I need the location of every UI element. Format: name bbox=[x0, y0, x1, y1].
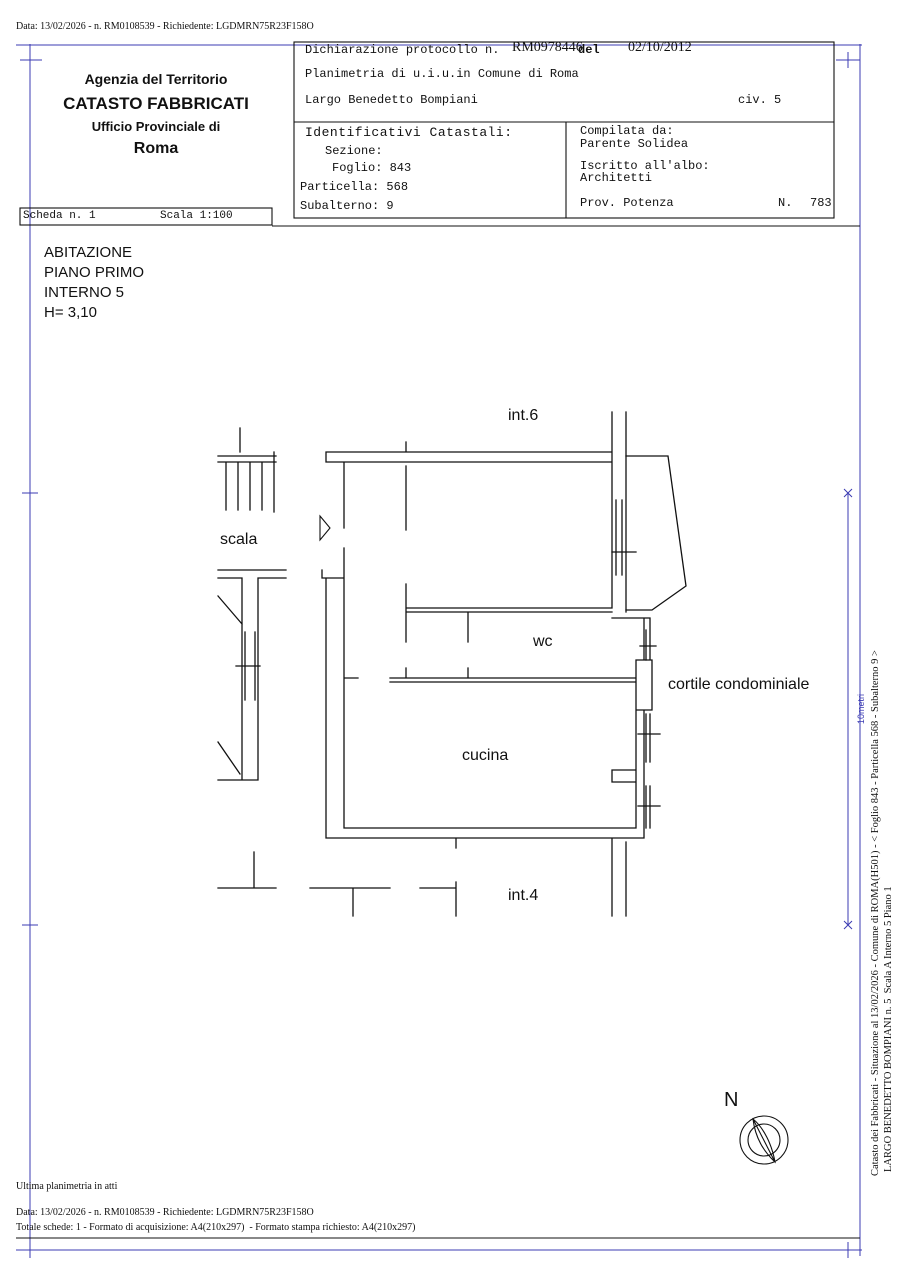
scale-bar-label: 10metri bbox=[856, 693, 866, 724]
unit-floor: PIANO PRIMO bbox=[44, 264, 145, 281]
compiler-number: 783 bbox=[810, 196, 832, 210]
identifier-foglio: Foglio: 843 bbox=[332, 161, 412, 175]
plan-municipality-line: Planimetria di u.i.u.in Comune di Roma bbox=[305, 67, 579, 81]
neighbor-walls-bottom bbox=[218, 852, 456, 916]
compiler-title: Compilata da: bbox=[580, 124, 674, 138]
declaration-label: Dichiarazione protocollo n. bbox=[305, 43, 500, 57]
office-city: Roma bbox=[133, 140, 179, 157]
request-line-bottom: Data: 13/02/2026 - n. RM0108539 - Richiedente: LGDMRN75R23F158O bbox=[16, 1207, 314, 1218]
courtyard-outline bbox=[626, 456, 686, 610]
unit-height: H= 3,10 bbox=[44, 304, 97, 321]
side-text-address: LARGO BENEDETTO BOMPIANI n. 5 Scala A Interno 5 Piano 1 bbox=[883, 886, 894, 1172]
compiler-name: Parente Solidea bbox=[580, 137, 689, 151]
windows bbox=[236, 500, 660, 828]
declaration-del: del bbox=[578, 43, 600, 57]
label-stair: scala bbox=[220, 531, 258, 548]
registration-marks bbox=[20, 52, 860, 1258]
identifier-particella: Particella: 568 bbox=[300, 180, 409, 194]
title-block-borders bbox=[16, 42, 860, 1238]
north-compass-icon bbox=[740, 1116, 788, 1164]
compiler-province: Prov. Potenza bbox=[580, 196, 674, 210]
label-neighbor-int6: int.6 bbox=[508, 407, 539, 424]
sheet-number: Scheda n. 1 bbox=[23, 210, 96, 222]
compiler-register: Architetti bbox=[580, 171, 653, 185]
label-kitchen: cucina bbox=[462, 747, 509, 764]
identifiers-title: Identificativi Catastali: bbox=[305, 125, 513, 140]
label-wc: wc bbox=[533, 633, 553, 650]
civic-number: civ. 5 bbox=[738, 93, 782, 107]
unit-type: ABITAZIONE bbox=[44, 244, 133, 261]
apartment-walls bbox=[322, 412, 652, 916]
declaration-number: RM0978446 bbox=[512, 40, 583, 55]
label-courtyard: cortile condominiale bbox=[668, 676, 810, 693]
office-label: Ufficio Provinciale di bbox=[91, 119, 221, 134]
declaration-date: 02/10/2012 bbox=[628, 40, 692, 55]
identifier-subalterno: Subalterno: 9 bbox=[300, 199, 394, 213]
compiler-register-label: Iscritto all'albo: bbox=[580, 159, 710, 173]
agency-name: Agenzia del Territorio bbox=[84, 71, 228, 87]
entrance-arrow-icon bbox=[320, 516, 330, 540]
street-address: Largo Benedetto Bompiani bbox=[305, 93, 478, 107]
identifier-sezione: Sezione: bbox=[325, 144, 383, 158]
compiler-number-label: N. bbox=[778, 196, 793, 210]
sheet-scale: Scala 1:100 bbox=[160, 210, 233, 222]
side-text-situation: Catasto dei Fabbricati - Situazione al 13/02/2026 - Comune di ROMA(H501) - < Foglio 843 - Particella 568 - Subalterno 9 > bbox=[870, 650, 881, 1176]
label-neighbor-int4: int.4 bbox=[508, 887, 539, 904]
north-label: N bbox=[724, 1089, 739, 1111]
registry-name: CATASTO FABBRICATI bbox=[63, 94, 249, 113]
stairwell-walls bbox=[218, 428, 286, 780]
request-line-top: Data: 13/02/2026 - n. RM0108539 - Richiedente: LGDMRN75R23F158O bbox=[16, 21, 314, 32]
unit-interior: INTERNO 5 bbox=[44, 284, 125, 301]
footer-note: Ultima planimetria in atti bbox=[16, 1181, 118, 1192]
footer-totals: Totale schede: 1 - Formato di acquisizione: A4(210x297) - Formato stampa richiesto: A4(210x297) bbox=[16, 1222, 416, 1233]
